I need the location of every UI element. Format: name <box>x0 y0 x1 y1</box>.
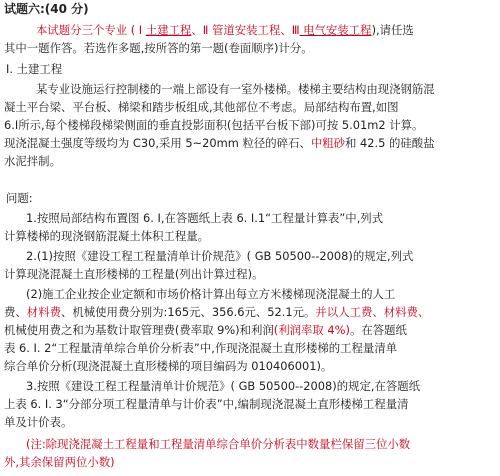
question-2-2-line-5: 综合单价分析(现浇混凝土直形楼梯的项目编码为 010406001)。 <box>4 359 333 373</box>
question-2-1-line-2: 计算现浇混凝土直形楼梯的工程量(列出计算过程)。 <box>4 267 264 281</box>
intro-roman-three: Ⅲ <box>291 23 300 37</box>
q2-material-fee: 材料费 <box>26 305 61 319</box>
scenario-line-1: 某专业设施运行控制楼的一端上部设有一室外楼梯。楼梯主要结构由现浇钢筋混 <box>36 82 435 96</box>
question-2-2-line-4: 表 6. Ⅰ. 2“工程量清单综合单价分析表”中,作现浇混凝土直形楼梯的工程量清单 <box>4 341 398 355</box>
question-1-line-2: 计算楼梯的现浇钢筋混凝土体积工程量。 <box>4 229 210 243</box>
intro-pipe-installation: 、Ⅱ 管道安装工程、 <box>191 23 292 37</box>
note-line-1: (注:除现浇混凝土工程量和工程量清单综合单价分析表中数量栏保留三位小数 <box>26 437 411 451</box>
questions-heading: 问题: <box>6 191 33 205</box>
question-2-2-line-2 <box>4 305 500 319</box>
question-2-1-line-1: 2.(1)按照《建设工程工程量清单计价规范》( GB 50500--2008)的规定,列式 <box>26 249 414 263</box>
question-3-line-3: 单及计价表。 <box>4 415 73 429</box>
scenario-cement-spec: 和 42.5 的硅酸盐 <box>345 136 435 150</box>
scenario-concrete-spec: 现浇混凝土强度等级均为 C30,采用 5~20mm 粒径的碎石、 <box>4 136 311 150</box>
question-title: 试题六:(40 分) <box>4 2 89 16</box>
q2-profit-rate: (利润率取 4%) <box>273 323 350 337</box>
question-3-line-1: 3.按照《建设工程工程量清单计价规范》( GB 50500--2008)的规定,在答题纸 <box>26 379 421 393</box>
scenario-line-4 <box>4 136 500 150</box>
q2-answer-sheet: 。在答题纸 <box>349 323 407 337</box>
q2-management-fee: 机械使用费之和为基数计取管理费(费率取 9%)和利润 <box>4 323 274 337</box>
intro-line-2: 其中一题作答。若选作多题,按所答的第一题(卷面顺序)计分。 <box>4 41 313 55</box>
section-heading-civil: Ⅰ. 土建工程 <box>6 62 63 76</box>
scenario-line-3: 6.Ⅰ所示,每个楼梯段梯梁侧面的垂直投影面积(包括平台板下部)可按 5.01m2 计算。 <box>4 118 424 132</box>
intro-line-1 <box>36 23 500 37</box>
question-1-line-1: 1.按照局部结构布置图 6. Ⅰ,在答题纸上表 6. Ⅰ.1“工程量计算表”中,列式 <box>26 211 384 225</box>
q2-labor-fee: 费、 <box>4 305 27 319</box>
scenario-line-2: 凝土平台梁、平台板、梯梁和踏步板组成,其他部位不考虑。局部结构布置,如图 <box>4 100 399 114</box>
scenario-line-5: 水泥拌制。 <box>4 154 61 168</box>
intro-choose-any: ),请任选 <box>371 23 414 37</box>
question-3-line-2: 上表 6. Ⅰ. 3“分部分项工程量清单与计价表”中,编制现浇混凝土直形楼梯工程量清 <box>4 397 409 411</box>
question-2-2-line-3 <box>4 323 500 337</box>
intro-civil-engineering: 土建工程 <box>145 23 192 37</box>
question-2-2-line-1: (2)施工企业按企业定额和市场价格计算出每立方米楼梯现浇混凝土的人工 <box>26 287 396 301</box>
q2-fee-amounts: 、机械使用费分别为:165元、356.6元、52.1元。 <box>60 305 316 319</box>
note-line-2: 外,其余保留两位小数) <box>4 455 115 469</box>
intro-text-start: 本试题分三个专业 ( Ⅰ <box>36 23 146 37</box>
intro-electrical-installation: 电气安装工程 <box>299 23 372 37</box>
q2-fee-base: 并以人工费、材料费、 <box>315 305 430 319</box>
scenario-medium-coarse-sand: 中粗砂 <box>310 136 346 150</box>
